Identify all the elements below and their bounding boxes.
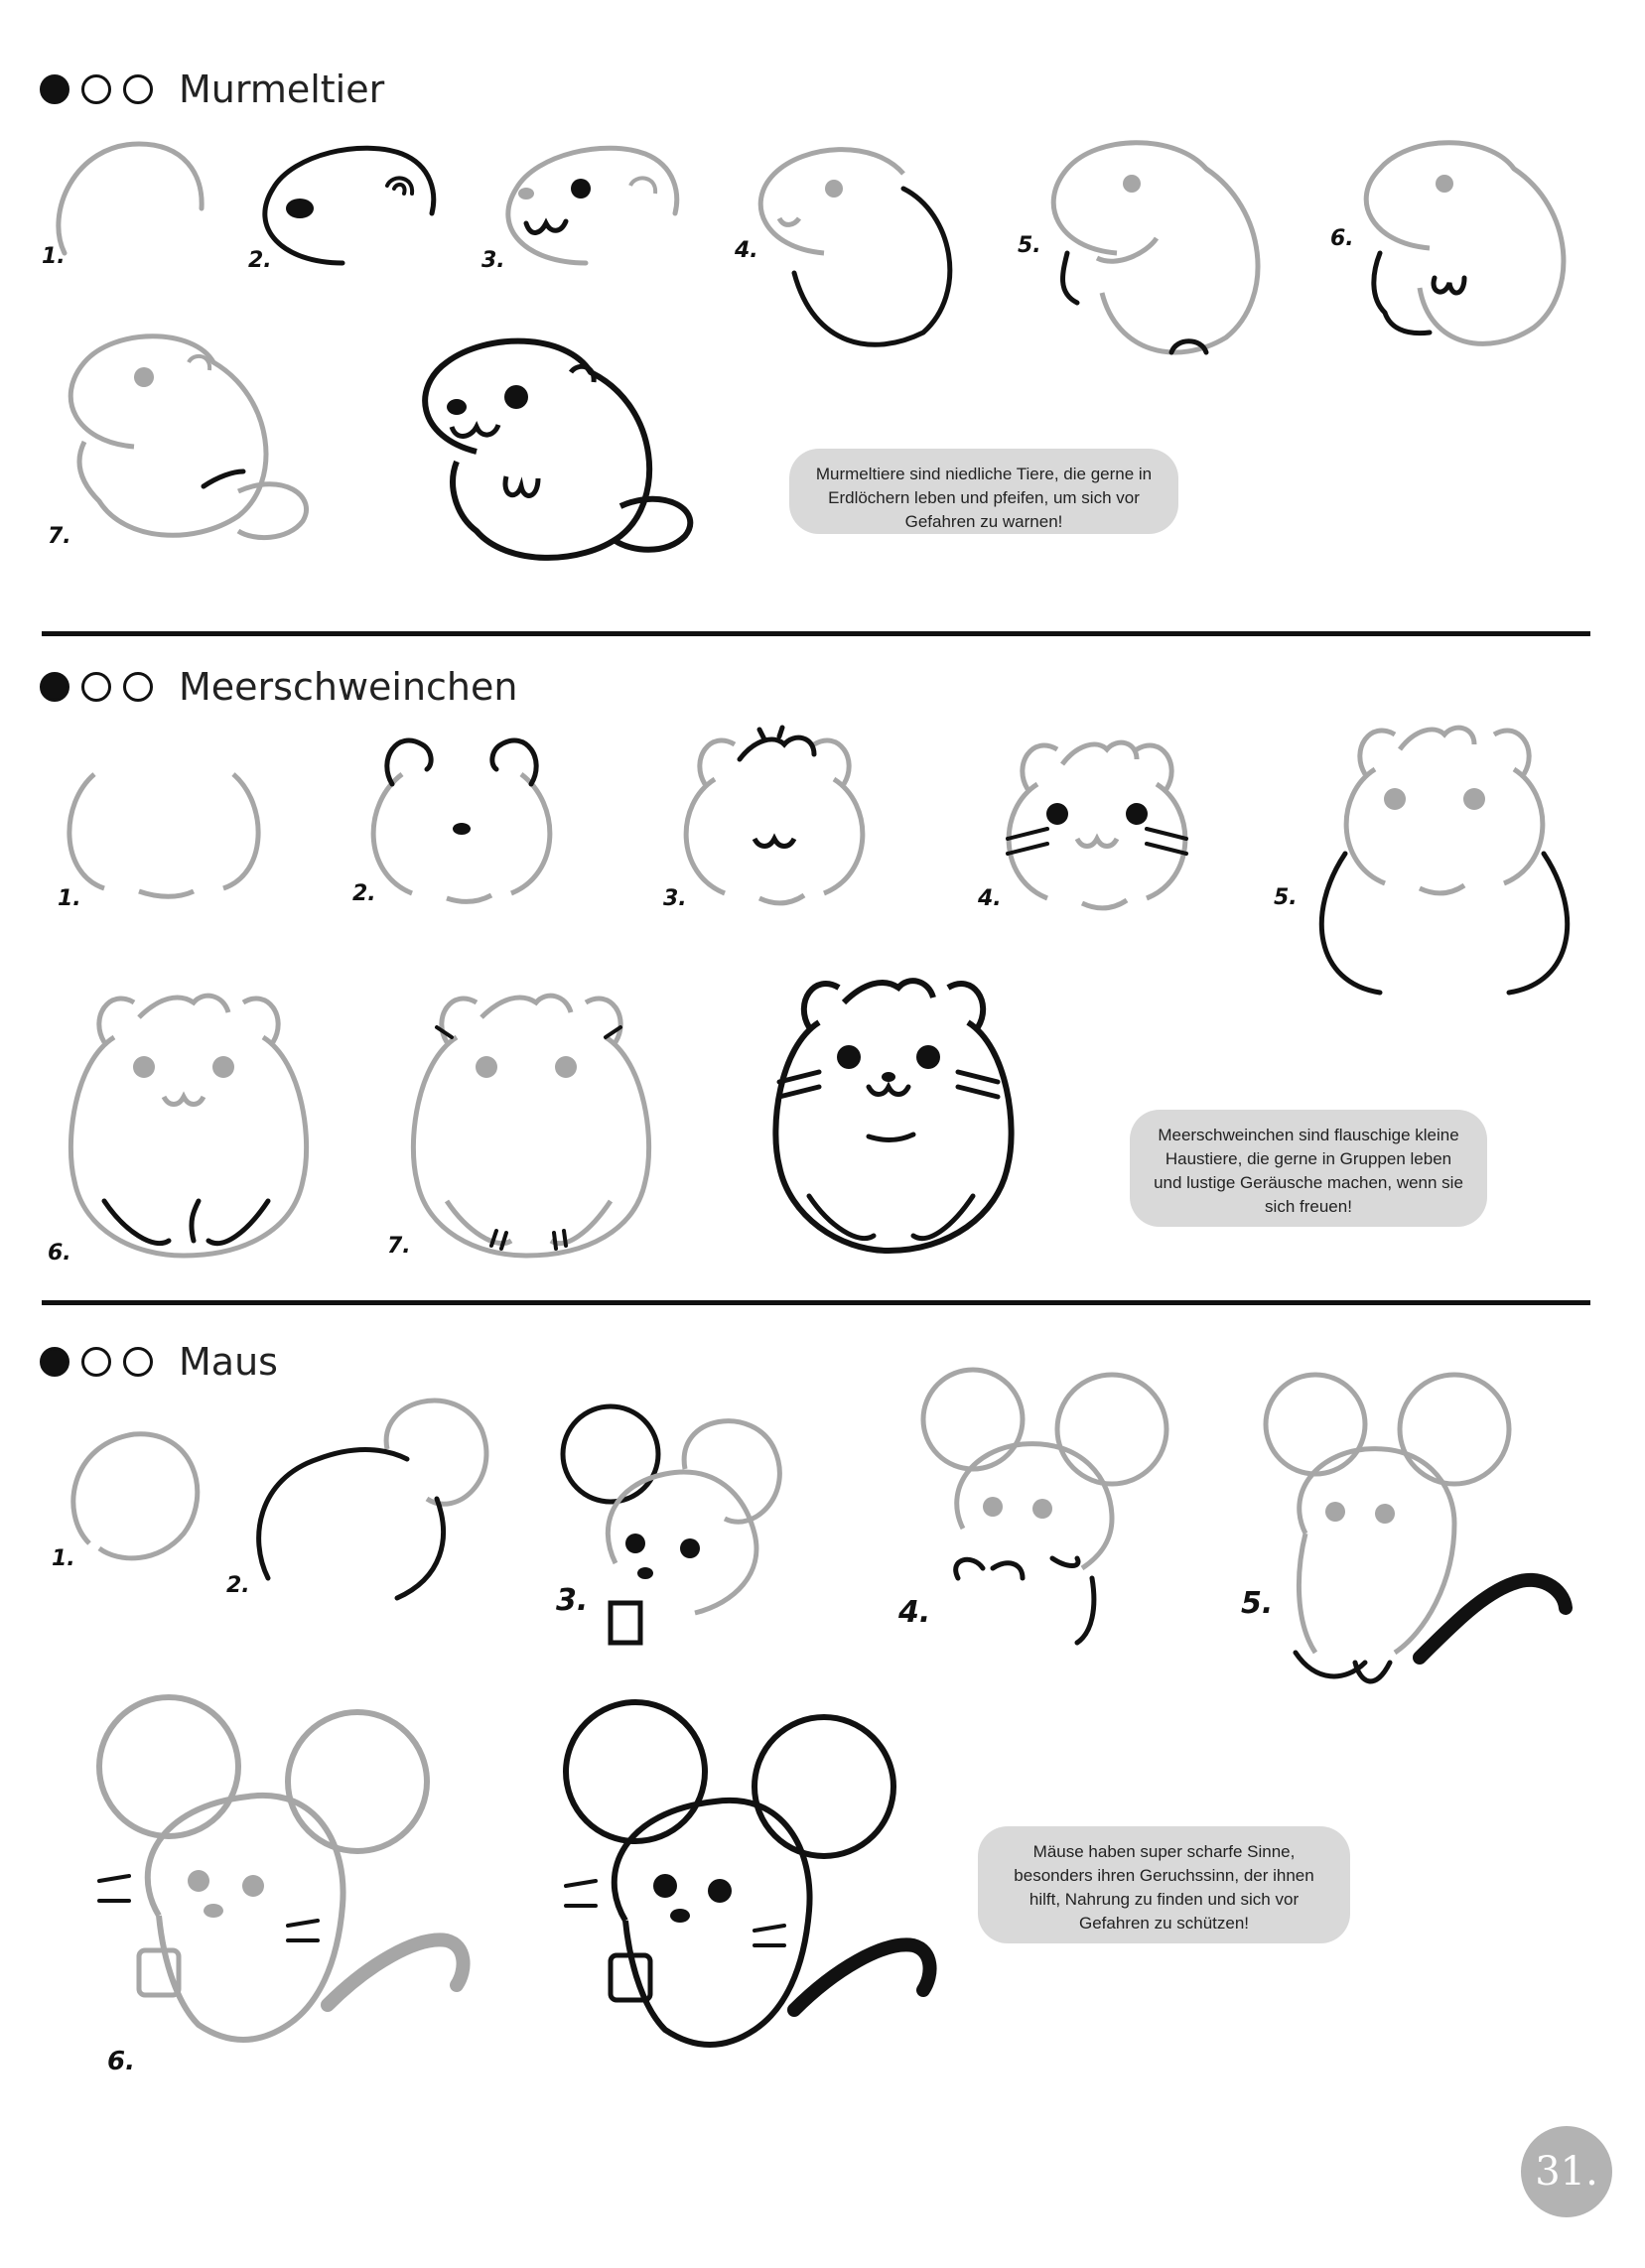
section-title: Meerschweinchen: [179, 665, 518, 709]
difficulty-dot-filled: [40, 672, 69, 702]
mouse-step-1-drawing: [65, 1424, 213, 1573]
section-header-maus: [40, 1340, 278, 1384]
section-title: Maus: [179, 1340, 278, 1384]
step-label: 2.: [226, 1573, 250, 1598]
step-label: 2.: [352, 881, 376, 906]
difficulty-dot-empty: [123, 672, 153, 702]
mouse-step-4-drawing: [913, 1360, 1191, 1658]
step-label: 4.: [898, 1595, 931, 1630]
marmot-step-6-drawing: [1350, 129, 1578, 352]
difficulty-dot-empty: [81, 672, 111, 702]
mouse-step-2-drawing: [238, 1390, 496, 1618]
difficulty-dot-empty: [123, 74, 153, 104]
step-label: 7.: [48, 524, 71, 549]
mouse-step-5-drawing: [1256, 1365, 1583, 1707]
section-header-meerschweinchen: [40, 665, 517, 709]
guinea-pig-step-3-drawing: [665, 725, 884, 913]
marmot-step-1-drawing: [45, 134, 213, 268]
section-title: Murmeltier: [179, 67, 385, 111]
step-label: 5.: [1018, 233, 1041, 258]
step-label: 6.: [1330, 226, 1354, 251]
marmot-step-7-drawing: [55, 323, 323, 571]
page-number: 31.: [1535, 2149, 1598, 2195]
info-note: Meerschweinchen sind flauschige kleine Haustiere, die gerne in Gruppen leben und lustige Geräusche machen, wenn sie sich freuen!: [1130, 1110, 1487, 1227]
mouse-step-3-drawing: [556, 1395, 844, 1653]
mouse-final-drawing: [556, 1692, 953, 2060]
step-label: 3.: [481, 248, 505, 273]
difficulty-dot-empty: [81, 74, 111, 104]
difficulty-dot-filled: [40, 74, 69, 104]
page-number-badge: [1521, 2126, 1612, 2217]
section-divider: [42, 631, 1590, 636]
marmot-step-4-drawing: [745, 134, 973, 357]
guinea-pig-step-2-drawing: [352, 725, 571, 908]
guinea-pig-step-6-drawing: [55, 983, 323, 1261]
step-label: 1.: [42, 244, 66, 269]
guinea-pig-step-1-drawing: [55, 764, 273, 903]
step-label: 5.: [1241, 1586, 1274, 1621]
step-label: 4.: [978, 886, 1002, 911]
step-label: 3.: [663, 886, 687, 911]
mouse-step-6-drawing: [89, 1687, 486, 2055]
difficulty-dot-filled: [40, 1347, 69, 1377]
marmot-step-2-drawing: [253, 134, 442, 273]
step-label: 4.: [735, 238, 758, 263]
guinea-pig-step-5-drawing: [1305, 715, 1583, 1002]
step-label: 6.: [107, 2047, 135, 2076]
guinea-pig-step-7-drawing: [397, 983, 665, 1261]
step-label: 6.: [48, 1241, 71, 1266]
step-label: 2.: [248, 248, 272, 273]
step-label: 7.: [387, 1234, 411, 1259]
info-note: Murmeltiere sind niedliche Tiere, die gerne in Erdlöchern leben und pfeifen, um sich vor Gefahren zu warnen!: [789, 449, 1178, 534]
guinea-pig-step-4-drawing: [988, 730, 1206, 913]
guinea-pig-final-drawing: [759, 968, 1037, 1266]
step-label: 5.: [1274, 885, 1298, 910]
marmot-final-drawing: [417, 328, 715, 596]
section-header-murmeltier: [40, 67, 384, 111]
step-label: 3.: [556, 1583, 589, 1618]
section-divider: [42, 1300, 1590, 1305]
step-label: 1.: [58, 886, 81, 911]
marmot-step-3-drawing: [496, 134, 685, 273]
info-note: Mäuse haben super scharfe Sinne, besonders ihren Geruchssinn, der ihnen hilft, Nahrung zu finden und sich vor Gefahren zu schützen!: [978, 1826, 1350, 1943]
marmot-step-5-drawing: [1037, 129, 1276, 367]
difficulty-dot-empty: [81, 1347, 111, 1377]
step-label: 1.: [52, 1546, 75, 1571]
difficulty-dot-empty: [123, 1347, 153, 1377]
